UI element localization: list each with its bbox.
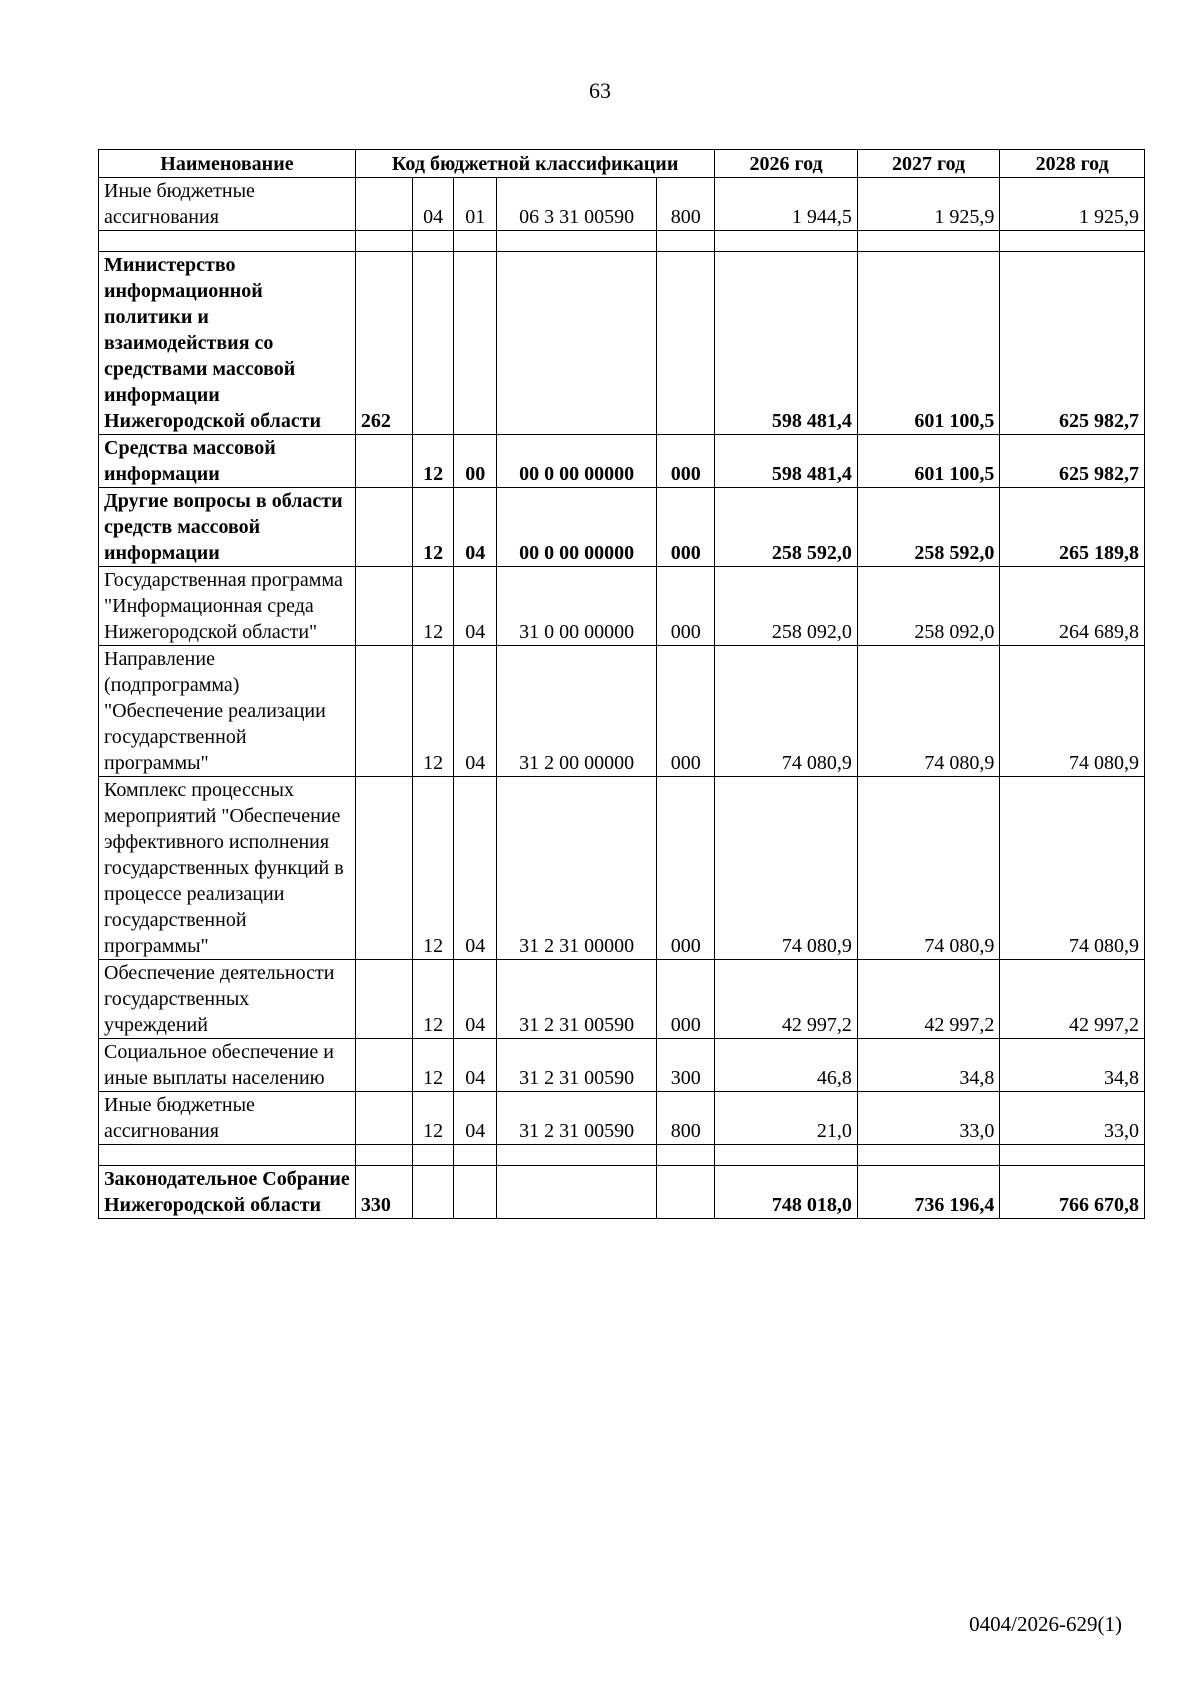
row-csr-code: 31 2 31 00000 <box>497 777 657 960</box>
row-value-2028: 265 189,8 <box>1000 488 1145 567</box>
row-gp-code <box>355 567 412 646</box>
row-value-2028: 33,0 <box>1000 1092 1145 1145</box>
header-2026: 2026 год <box>715 150 857 178</box>
row-vr-code: 000 <box>657 435 715 488</box>
row-pr-code: 04 <box>454 1092 497 1145</box>
row-gp-code <box>355 646 412 777</box>
row-pr-code: 04 <box>454 1039 497 1092</box>
header-2028: 2028 год <box>1000 150 1145 178</box>
row-value-2027: 736 196,4 <box>857 1166 999 1219</box>
table-header-row <box>99 150 1145 178</box>
row-pr-code: 00 <box>454 435 497 488</box>
row-name: Иные бюджетные ассигнования <box>99 178 356 231</box>
row-name: Социальное обеспечение и иные выплаты населению <box>99 1039 356 1092</box>
row-vr-code: 800 <box>657 1092 715 1145</box>
row-gp-code <box>355 435 412 488</box>
row-name: Государственная программа "Информационная среда Нижегородской области" <box>99 567 356 646</box>
row-pr-code: 04 <box>454 567 497 646</box>
table-row <box>99 1039 1145 1092</box>
row-csr-code: 31 2 31 00590 <box>497 1092 657 1145</box>
row-value-2026: 74 080,9 <box>715 646 857 777</box>
row-gp-code <box>355 777 412 960</box>
table-row <box>99 1166 1145 1219</box>
row-csr-code <box>497 252 657 435</box>
row-value-2028: 264 689,8 <box>1000 567 1145 646</box>
row-csr-code: 31 2 00 00000 <box>497 646 657 777</box>
header-name: Наименование <box>99 150 356 178</box>
row-csr-code: 31 2 31 00590 <box>497 960 657 1039</box>
row-csr-code <box>497 1166 657 1219</box>
row-name: Обеспечение деятельности государственных учреждений <box>99 960 356 1039</box>
row-vr-code <box>657 252 715 435</box>
row-pr-code <box>454 1166 497 1219</box>
row-value-2026: 748 018,0 <box>715 1166 857 1219</box>
row-vr-code: 000 <box>657 646 715 777</box>
row-rz-code: 12 <box>413 567 454 646</box>
row-csr-code: 31 2 31 00590 <box>497 1039 657 1092</box>
row-name: Другие вопросы в области средств массовой информации <box>99 488 356 567</box>
row-pr-code: 04 <box>454 777 497 960</box>
row-gp-code: 330 <box>355 1166 412 1219</box>
row-vr-code: 300 <box>657 1039 715 1092</box>
row-rz-code: 12 <box>413 646 454 777</box>
row-name: Законодательное Собрание Нижегородской области <box>99 1166 356 1219</box>
row-pr-code: 04 <box>454 646 497 777</box>
row-pr-code: 04 <box>454 960 497 1039</box>
row-name: Комплекс процессных мероприятий "Обеспечение эффективного исполнения государственных функций в процессе реализации государственной программы" <box>99 777 356 960</box>
row-rz-code: 12 <box>413 1039 454 1092</box>
row-rz-code: 12 <box>413 435 454 488</box>
row-value-2027: 1 925,9 <box>857 178 999 231</box>
table-row <box>99 960 1145 1039</box>
row-value-2026: 1 944,5 <box>715 178 857 231</box>
row-pr-code: 04 <box>454 488 497 567</box>
row-value-2028: 34,8 <box>1000 1039 1145 1092</box>
row-csr-code: 31 0 00 00000 <box>497 567 657 646</box>
table-row <box>99 567 1145 646</box>
row-gp-code <box>355 1092 412 1145</box>
row-rz-code: 12 <box>413 777 454 960</box>
table-row <box>99 252 1145 435</box>
row-csr-code: 06 3 31 00590 <box>497 178 657 231</box>
row-name: Средства массовой информации <box>99 435 356 488</box>
row-pr-code: 01 <box>454 178 497 231</box>
row-value-2028: 42 997,2 <box>1000 960 1145 1039</box>
row-gp-code <box>355 178 412 231</box>
row-value-2026: 598 481,4 <box>715 435 857 488</box>
row-value-2028: 74 080,9 <box>1000 777 1145 960</box>
row-value-2027: 74 080,9 <box>857 777 999 960</box>
row-csr-code: 00 0 00 00000 <box>497 435 657 488</box>
row-vr-code: 000 <box>657 960 715 1039</box>
header-2027: 2027 год <box>857 150 999 178</box>
row-name: Направление (подпрограмма) "Обеспечение реализации государственной программы" <box>99 646 356 777</box>
row-vr-code: 000 <box>657 488 715 567</box>
row-name: Иные бюджетные ассигнования <box>99 1092 356 1145</box>
header-classification: Код бюджетной классификации <box>355 150 714 178</box>
row-gp-code: 262 <box>355 252 412 435</box>
row-rz-code: 04 <box>413 178 454 231</box>
row-value-2027: 42 997,2 <box>857 960 999 1039</box>
spacer-row <box>99 1145 1145 1166</box>
table-row <box>99 646 1145 777</box>
row-value-2026: 74 080,9 <box>715 777 857 960</box>
budget-table <box>98 149 1145 1219</box>
row-rz-code: 12 <box>413 1092 454 1145</box>
table-row <box>99 178 1145 231</box>
row-value-2026: 42 997,2 <box>715 960 857 1039</box>
row-gp-code <box>355 960 412 1039</box>
row-value-2027: 258 092,0 <box>857 567 999 646</box>
row-csr-code: 00 0 00 00000 <box>497 488 657 567</box>
row-value-2028: 625 982,7 <box>1000 252 1145 435</box>
row-value-2027: 601 100,5 <box>857 435 999 488</box>
row-vr-code <box>657 1166 715 1219</box>
row-value-2027: 33,0 <box>857 1092 999 1145</box>
row-value-2027: 258 592,0 <box>857 488 999 567</box>
row-value-2026: 598 481,4 <box>715 252 857 435</box>
row-vr-code: 000 <box>657 567 715 646</box>
row-vr-code: 000 <box>657 777 715 960</box>
row-value-2026: 258 592,0 <box>715 488 857 567</box>
table-row <box>99 1092 1145 1145</box>
row-value-2026: 21,0 <box>715 1092 857 1145</box>
row-value-2028: 74 080,9 <box>1000 646 1145 777</box>
row-value-2027: 74 080,9 <box>857 646 999 777</box>
row-pr-code <box>454 252 497 435</box>
document-code: 0404/2026-629(1) <box>969 1612 1122 1636</box>
row-value-2028: 625 982,7 <box>1000 435 1145 488</box>
spacer-row <box>99 231 1145 252</box>
row-rz-code <box>413 252 454 435</box>
row-rz-code <box>413 1166 454 1219</box>
table-row <box>99 777 1145 960</box>
table-row <box>99 488 1145 567</box>
row-value-2026: 46,8 <box>715 1039 857 1092</box>
row-vr-code: 800 <box>657 178 715 231</box>
row-gp-code <box>355 1039 412 1092</box>
row-rz-code: 12 <box>413 960 454 1039</box>
row-value-2027: 34,8 <box>857 1039 999 1092</box>
row-rz-code: 12 <box>413 488 454 567</box>
row-value-2028: 766 670,8 <box>1000 1166 1145 1219</box>
row-value-2026: 258 092,0 <box>715 567 857 646</box>
page-number: 63 <box>589 78 611 103</box>
row-gp-code <box>355 488 412 567</box>
table-row <box>99 435 1145 488</box>
row-value-2027: 601 100,5 <box>857 252 999 435</box>
row-value-2028: 1 925,9 <box>1000 178 1145 231</box>
row-name: Министерство информационной политики и взаимодействия со средствами массовой информации Нижегородской области <box>99 252 356 435</box>
